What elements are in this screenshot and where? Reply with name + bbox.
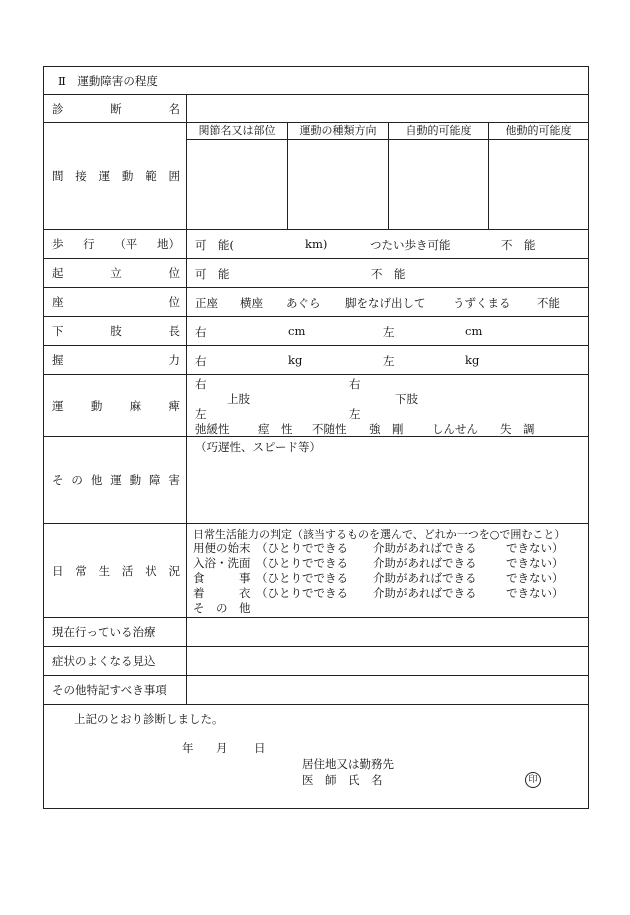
range-of-motion-row xyxy=(44,123,588,230)
lower-limb-label: 下肢 xyxy=(395,392,418,406)
walking-distance-unit: km) xyxy=(305,237,328,251)
daily-life-label: 日 常 生 活 状 況 xyxy=(44,524,187,617)
certification-block xyxy=(44,705,588,808)
paralysis-type-option[interactable]: しんせん xyxy=(432,422,478,436)
active-range-column-header: 自動的可能度 xyxy=(389,123,488,140)
daily-life-option[interactable]: できない） xyxy=(506,556,564,570)
certification-statement: 上記のとおり診断しました。 xyxy=(74,712,224,726)
limb-length-field[interactable] xyxy=(187,317,588,345)
sitting-option[interactable]: 横座 xyxy=(240,296,263,310)
daily-life-option[interactable]: できない） xyxy=(506,541,564,555)
grip-right-unit: kg xyxy=(288,353,303,367)
special-notes-row xyxy=(44,676,588,705)
lower-limb-right: 右 xyxy=(349,377,361,391)
sitting-option[interactable]: 正座 xyxy=(195,296,218,310)
limb-length-row xyxy=(44,317,588,346)
seal-icon: 印 xyxy=(525,772,541,788)
lower-limb-left: 左 xyxy=(349,407,361,421)
daily-life-option[interactable]: 介助があればできる xyxy=(373,541,477,555)
passive-range-column[interactable] xyxy=(489,123,588,229)
daily-life-option[interactable]: できない） xyxy=(506,571,564,585)
active-range-column[interactable] xyxy=(389,123,489,229)
walking-field xyxy=(187,230,588,258)
daily-life-option[interactable]: （ひとりでできる xyxy=(256,571,348,585)
daily-life-option[interactable]: （ひとりでできる xyxy=(256,586,348,600)
daily-life-instruction: 日常生活能力の判定（該当するものを選んで、どれか一つを○で囲むこと） xyxy=(193,528,566,541)
sitting-option[interactable]: 不能 xyxy=(537,296,560,310)
date-day[interactable]: 日 xyxy=(254,741,266,755)
range-of-motion-grid xyxy=(187,123,588,229)
daily-life-item-name: 用便の始末 xyxy=(193,541,251,555)
daily-life-other: そ の 他 xyxy=(193,601,251,615)
daily-life-option[interactable]: 介助があればできる xyxy=(373,571,477,585)
diagnosis-row xyxy=(44,95,588,123)
standing-field xyxy=(187,259,588,287)
daily-life-option[interactable]: （ひとりでできる xyxy=(256,556,348,570)
address-label: 居住地又は勤務先 xyxy=(302,757,394,771)
daily-life-row xyxy=(44,524,588,618)
walking-able-option[interactable]: 可 能( xyxy=(195,238,234,252)
joint-column-header: 関節名又は部位 xyxy=(187,123,287,140)
walking-label: 歩 行 （平 地） xyxy=(44,230,187,258)
grip-row xyxy=(44,346,588,375)
limb-length-left: 左 xyxy=(383,325,395,339)
current-treatment-row xyxy=(44,618,588,647)
other-motor-row xyxy=(44,437,588,524)
date-year[interactable]: 年 xyxy=(182,741,194,755)
standing-able-option[interactable]: 可 能 xyxy=(195,267,230,281)
grip-left-unit: kg xyxy=(465,353,480,367)
grip-label: 握 力 xyxy=(44,346,187,374)
daily-life-item-name: 入浴・洗面 xyxy=(193,556,251,570)
daily-life-option[interactable]: （ひとりでできる xyxy=(256,541,348,555)
prognosis-row xyxy=(44,647,588,676)
motion-type-column[interactable] xyxy=(288,123,389,229)
paralysis-label: 運 動 麻 痺 xyxy=(44,375,187,436)
current-treatment-label: 現在行っている治療 xyxy=(44,618,187,646)
doctor-name-label: 医 師 氏 名 xyxy=(302,773,383,787)
motion-type-column-header: 運動の種類方向 xyxy=(288,123,388,140)
limb-length-label: 下 肢 長 xyxy=(44,317,187,345)
daily-life-item-name: 食 事 xyxy=(193,571,251,585)
upper-limb-label: 上肢 xyxy=(227,392,250,406)
prognosis-field[interactable] xyxy=(187,647,588,675)
standing-unable-option[interactable]: 不 能 xyxy=(371,267,406,281)
sitting-option[interactable]: あぐら xyxy=(286,296,321,310)
daily-life-item-name: 着 衣 xyxy=(193,586,251,600)
paralysis-field xyxy=(187,375,588,436)
sitting-option[interactable]: うずくまる xyxy=(453,296,511,310)
grip-right: 右 xyxy=(195,354,207,368)
daily-life-field xyxy=(187,524,588,617)
paralysis-type-option[interactable]: 強 剛 xyxy=(369,422,404,436)
diagnosis-form xyxy=(43,66,589,809)
upper-limb-left: 左 xyxy=(195,407,207,421)
standing-row xyxy=(44,259,588,288)
grip-left: 左 xyxy=(383,354,395,368)
section-title-row xyxy=(44,67,588,95)
paralysis-type-option[interactable]: 痙 性 xyxy=(258,422,293,436)
other-motor-note: （巧遅性、スピード等） xyxy=(195,440,322,454)
paralysis-type-option[interactable]: 不随性 xyxy=(312,422,347,436)
paralysis-type-option[interactable]: 弛緩性 xyxy=(195,422,230,436)
daily-life-option[interactable]: 介助があればできる xyxy=(373,556,477,570)
limb-length-right-unit: cm xyxy=(288,324,306,338)
sitting-row xyxy=(44,288,588,317)
sitting-option[interactable]: 脚をなげ出して xyxy=(345,296,426,310)
current-treatment-field[interactable] xyxy=(187,618,588,646)
sitting-label: 座 位 xyxy=(44,288,187,316)
other-motor-label: そ の 他 運 動 障 害 xyxy=(44,437,187,523)
other-motor-field[interactable] xyxy=(187,437,588,523)
diagnosis-label: 診 断 名 xyxy=(44,95,187,122)
passive-range-column-header: 他動的可能度 xyxy=(489,123,588,140)
section-title: Ⅱ 運動障害の程度 xyxy=(58,74,158,88)
paralysis-type-option[interactable]: 失 調 xyxy=(500,422,535,436)
walking-unable-option[interactable]: 不 能 xyxy=(501,238,536,252)
joint-column[interactable] xyxy=(187,123,288,229)
grip-field[interactable] xyxy=(187,346,588,374)
sitting-field xyxy=(187,288,588,316)
range-of-motion-label: 間 接 運 動 範 囲 xyxy=(44,123,187,229)
daily-life-option[interactable]: できない） xyxy=(506,586,564,600)
upper-limb-right: 右 xyxy=(195,377,207,391)
standing-label: 起 立 位 xyxy=(44,259,187,287)
date-month[interactable]: 月 xyxy=(216,741,228,755)
special-notes-label: その他特記すべき事項 xyxy=(44,676,187,704)
daily-life-option[interactable]: 介助があればできる xyxy=(373,586,477,600)
diagnosis-field[interactable] xyxy=(187,95,588,122)
special-notes-field[interactable] xyxy=(187,676,588,704)
walking-assisted-option[interactable]: つたい歩き可能 xyxy=(370,238,451,252)
paralysis-row xyxy=(44,375,588,437)
prognosis-label: 症状のよくなる見込 xyxy=(44,647,187,675)
limb-length-right: 右 xyxy=(195,325,207,339)
walking-row xyxy=(44,230,588,259)
limb-length-left-unit: cm xyxy=(465,324,483,338)
